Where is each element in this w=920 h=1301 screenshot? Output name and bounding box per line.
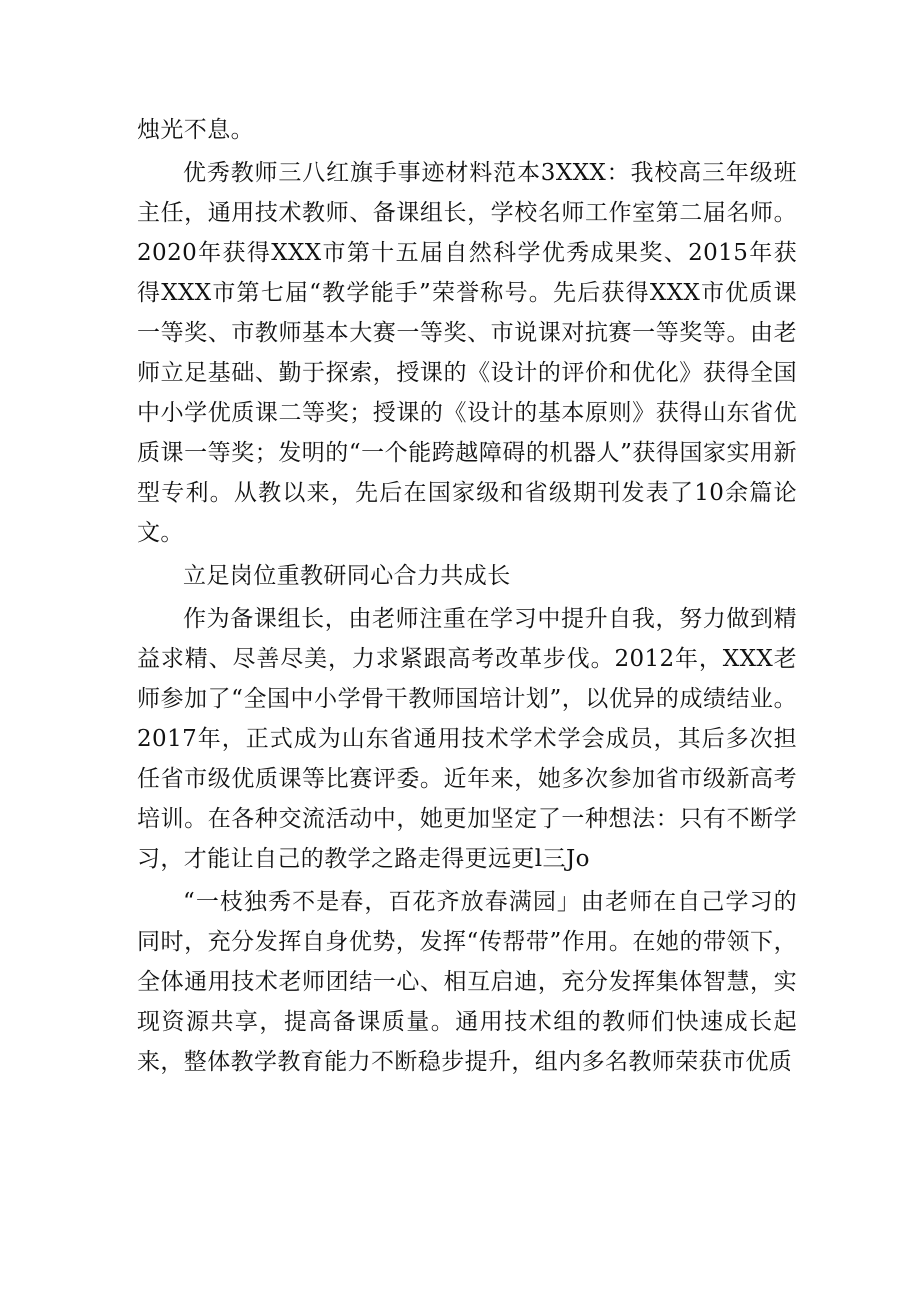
- paragraph-continuation: 烛光不息。: [137, 117, 254, 143]
- section-heading: 立足岗位重教研同心合力共成长: [183, 563, 511, 589]
- document-body: [137, 110, 797, 1085]
- paragraph-study: 作为备课组长，由老师注重在学习中提升自我，努力做到精益求精、尽善尽美，力求紧跟高考改革步伐。2012年，XXX老师参加了“全国中小学骨干教师国培计划”，以优异的成绩结业。2017年，正式成为山东省通用技术学术学会成员，其后多次担任省市级优质课等比赛评委。近年来，她多次参加省市级新高考培训。在各种交流活动中，她更加坚定了一种想法：只有不断学习，才能让自己的教学之路走得更远更l三Jo: [137, 606, 797, 872]
- paragraph-mentoring: “一枝独秀不是春，百花齐放春满园」由老师在自己学习的同时，充分发挥自身优势，发挥“传帮带”作用。在她的带领下，全体通用技术老师团结一心、相互启迪，充分发挥集体智慧，实现资源共享，提高备课质量。通用技术组的教师们快速成长起来，整体教学教育能力不断稳步提升，组内多名教师荣获市优质: [137, 889, 797, 1075]
- paragraph-profile: 优秀教师三八红旗手事迹材料范本3XXX：我校高三年级班主任，通用技术教师、备课组长，学校名师工作室第二届名师。2020年获得XXX市第十五届自然科学优秀成果奖、2015年获得XXX市第七届“教学能手”荣誉称号。先后获得XXX市优质课一等奖、市教师基本大赛一等奖、市说课对抗赛一等奖等。由老师立足基础、勤于探索，授课的《设计的评价和优化》获得全国中小学优质课二等奖；授课的《设计的基本原则》获得山东省优质课一等奖；发明的“一个能跨越障碍的机器人”获得国家实用新型专利。从教以来，先后在国家级和省级期刊发表了10余篇论文。: [137, 160, 797, 546]
